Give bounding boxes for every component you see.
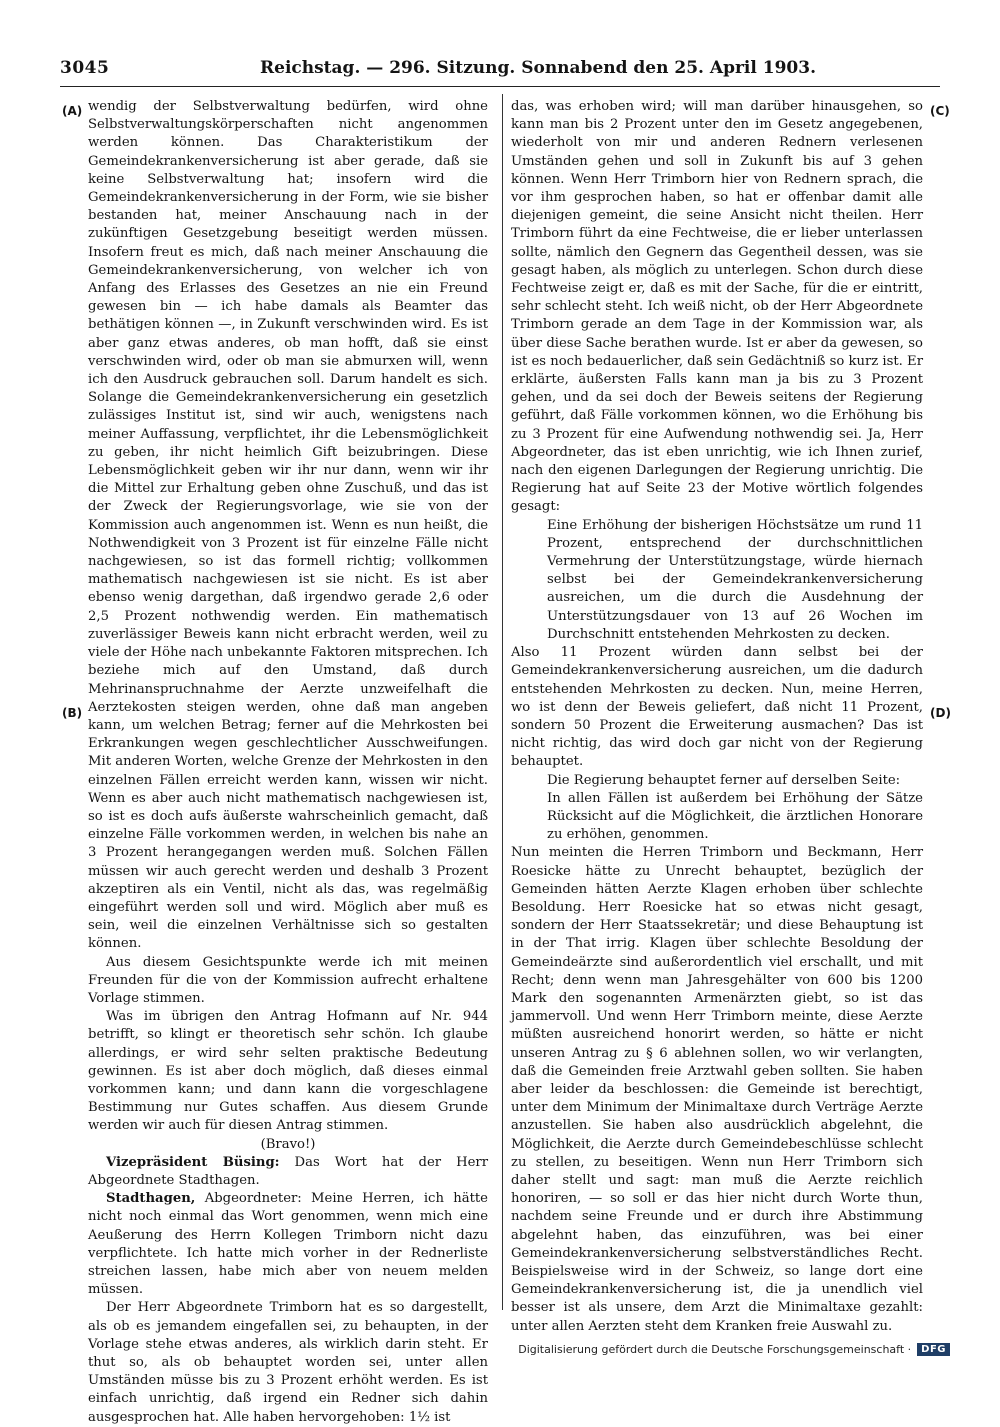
dfg-logo: DFG (917, 1343, 950, 1356)
right-column (511, 98, 923, 1334)
digitization-footer (518, 1340, 950, 1358)
footer-text: Digitalisierung gefördert durch die Deutsche Forschungsgemeinschaft · (518, 1342, 912, 1356)
left-column (88, 98, 489, 1425)
government-quote-1: Eine Erhöhung der bisherigen Höchstsätze um rund 11 Prozent, entsprechend der durchschnittlichen Vermehrung der Unterstützungstage, würde hiernach selbst bei der Gemeindekrankenversicherung ausreichen, um die durch die Ausdehnung der Unterstützungsdauer von 13 auf 26 Wochen im Durchschnitt entstehenden Mehrkosten zu decken. (547, 517, 923, 642)
left-paragraph-4: Der Herr Abgeordnete Trimborn hat es so dargestellt, als ob es jemandem eingefallen sei, zu behaupten, in der Vorlage stehe etwas anderes, als wirklich darin steht. Er thut so, als ob behauptet worden sei, unter allen Umständen müsse bis zu 3 Prozent erhöht werden. Es ist einfach unrichtig, daß irgend ein Redner sich dahin ausgesprochen hat. Alle haben hervorgehoben: 1½ ist (88, 1300, 488, 1425)
margin-label-a: (A) (62, 104, 83, 118)
page-header (60, 58, 940, 84)
margin-label-b: (B) (62, 706, 83, 720)
left-paragraph-3: Was im übrigen den Antrag Hofmann auf Nr. 944 betrifft, so klingt er theoretisch sehr schön. Ich glaube allerdings, er wird sehr selten praktische Bedeutung gewinnen. Es ist aber doch möglich, daß dieses einmal vorkommen kann; und dann kann die vorgeschlagene Bestimmung nur Gutes schaffen. Aus diesem Grunde werden wir auch für diesen Antrag stimmen. (88, 1009, 488, 1134)
right-paragraph-4: Nun meinten die Herren Trimborn und Beckmann, Herr Roesicke hätte zu Unrecht behauptet, bezüglich der Gemeinden hätten Aerzte Klagen erhoben über schlechte Besoldung. Herr Roesicke hat so etwas nicht gesagt, sondern der Herr Staatssekretär; und diese Behauptung ist in der That irrig. Klagen über schlechte Besoldung der Gemeindeärzte sind außerordentlich viel erschallt, und mit Recht; denn wenn man Jahresgehälter von 600 bis 1200 Mark den sogenannten Armenärzten giebt, so ist das jammervoll. Und wenn Herr Trimborn meinte, diese Aerzte müßten ausreichend honorirt werden, so hätte er nicht unseren Antrag zu § 6 ablehnen sollen, wo wir verlangten, daß die Gemeinden freie Arztwahl geben sollten. Sie haben aber leider da beschlossen: die Gemeinde ist berechtigt, unter dem Minimum der Minimaltaxe durch Verträge Aerzte anzustellen. Sie haben also ausdrücklich abgelehnt, die Möglichkeit, die Aerzte durch Gemeindebeschlüsse schlecht zu stellen, zu beseitigen. Wenn nun Herr Trimborn sich daher stellt und sagt: man muß die Aerzte reichlich honoriren, — so soll er das hier nicht durch Worte thun, nachdem seine Freunde und er durch ihre Abstimmung abgelehnt haben, das einzuführen, was bei einer Gemeindekrankenversicherung selbstverständliches Recht. Beispielsweise wird in der Schweiz, so lange dort eine Gemeindekrankenversicherung ist, die ja unendlich viel besser ist als unsere, dem Arzt die Minimaltaxe gezahlt: unter allen Aerzten steht dem Kranken freie Auswahl zu. (511, 845, 923, 1334)
margin-label-d: (D) (930, 706, 951, 720)
stadthagen-speech (88, 1190, 488, 1299)
government-quote-2: In allen Fällen ist außerdem bei Erhöhung der Sätze Rücksicht auf die Möglichkeit, die ärztlichen Honorare zu erhöhen, genommen. (547, 790, 923, 843)
left-paragraph-2: Aus diesem Gesichtspunkte werde ich mit meinen Freunden für die von der Kommission aufrecht erhaltene Vorlage stimmen. (88, 954, 488, 1006)
vice-president-name: Vizepräsident Büsing: (106, 1154, 280, 1170)
header-rule (60, 86, 940, 87)
right-paragraph-3: Die Regierung behauptet ferner auf derselben Seite: (547, 772, 901, 788)
column-rule (502, 94, 503, 1310)
page-number: 3045 (60, 58, 110, 78)
vice-president-text: Das Wort hat der Herr Abgeordnete Stadthagen. (88, 1154, 489, 1188)
right-paragraph-1: das, was erhoben wird; will man darüber hinausgehen, so kann man bis 2 Prozent unter den im Gesetz angegebenen, wiederholt von mir und anderen Rednern verlesenen Umständen gehen und soll in Zukunft bis auf 3 gehen können. Wenn Herr Trimborn hier von Rednern sprach, die vor ihm gesprochen haben, so hat er offenbar damit alle diejenigen gemeint, die seine Ansicht nicht theilen. Herr Trimborn führt da eine Fechtweise, die er lieber unterlassen sollte, nämlich den Gegnern das Gegentheil dessen, was sie gesagt haben, als möglich zu unterlegen. Schon durch diese Fechtweise zeigt er, daß es mit der Sache, für die er eintritt, sehr schlecht steht. Ich weiß nicht, ob der Herr Abgeordnete Trimborn gerade an dem Tage in der Kommission war, als über diese Sache berathen wurde. Ist er aber da gewesen, so ist es noch bedauerlicher, daß sein Gedächtniß so kurz ist. Er erklärte, äußersten Falls kann man ja bis zu 3 Prozent gehen, und da sei doch der Beweis seitens der Regierung geführt, daß Fälle vorkommen können, wo die Erhöhung bis zu 3 Prozent für eine Aufwendung nothwendig sei. Ja, Herr Abgeordneter, das ist eben unrichtig, wie ich Ihnen zurief, nach den eigenen Darlegungen der Regierung unrichtig. Die Regierung hat auf Seite 23 der Motive wörtlich folgendes gesagt: (511, 99, 923, 515)
speaker-name: Stadthagen, (106, 1191, 196, 1207)
right-paragraph-2: Also 11 Prozent würden dann selbst bei der Gemeindekrankenversicherung ausreichen, um die dadurch entstehenden Mehrkosten zu decken. Nun, meine Herren, wo ist denn der Beweis geliefert, daß nicht 11 Prozent, sondern 50 Prozent die Erweiterung ausmachen? Das ist nicht richtig, das wird doch gar nicht von der Regierung behauptet. (511, 645, 923, 770)
bravo-interjection: (Bravo!) (260, 1136, 316, 1152)
speaker-text: Abgeordneter: Meine Herren, ich hätte nicht noch einmal das Wort genommen, wenn mich eine Aeußerung des Herrn Kollegen Trimborn nicht dazu verpflichtete. Ich hatte mich vorher in der Rednerliste streichen lassen, habe mich aber von neuem melden müssen. (88, 1191, 488, 1298)
vice-president-remark (88, 1154, 488, 1190)
margin-label-c: (C) (930, 104, 950, 118)
running-head: Reichstag. — 296. Sitzung. Sonnabend den 25. April 1903. (260, 58, 816, 78)
left-paragraph-1: wendig der Selbstverwaltung bedürfen, wird ohne Selbstverwaltungskörperschaften nicht angenommen werden können. Das Charakteristikum der Gemeindekrankenversicherung ist aber gerade, daß sie keine Selbstverwaltung hat; insofern wird die Gemeindekrankenversicherung in der Form, wie sie bisher bestanden hat, meiner Anschauung nach in der zukünftigen Gesetzgebung beseitigt werden müssen. Insofern freut es mich, daß nach meiner Anschauung die Gemeindekrankenversicherung, von welcher ich von Anfang des Erlasses des Gesetzes an nie ein Freund gewesen bin — ich habe damals als Beamter das bethätigen können —, in Zukunft verschwinden wird. Es ist aber ganz etwas anderes, ob man hofft, daß sie einst verschwinden wird, oder ob man sie abmurxen will, wenn ich den Ausdruck gebrauchen soll. Darum handelt es sich. Solange die Gemeindekrankenversicherung ein gesetzlich zulässiges Institut ist, sind wir auch, wenigstens nach meiner Auffassung, verpflichtet, ihr die Lebensmöglichkeit zu geben, ihr nicht heimlich Gift beizubringen. Diese Lebensmöglichkeit geben wir ihr nur dann, wenn wir ihr die Mittel zur Erhaltung geben ohne Zuschuß, und das ist der Zweck der Regierungsvorlage, wie sie von der Kommission auch angenommen ist. Wenn es nun heißt, die Nothwendigkeit von 3 Prozent ist für einzelne Fälle nicht nachgewiesen, so ist das formell richtig; vollkommen mathematisch nachgewiesen ist sie nicht. Es ist aber ebenso wenig dargethan, daß irgendwo gerade 2,6 oder 2,5 Prozent nothwendig werden. Ein mathematisch zuverlässiger Beweis kann nicht erbracht werden, weil zu viele der Höhe nach unbekannte Faktoren mitsprechen. Ich beziehe mich auf den Umstand, daß durch Mehrinanspruchnahme der Aerzte unzweifelhaft die Aerztekosten steigen werden, ohne daß man angeben kann, um welchen Betrag; ferner auf die Mehrkosten bei Erkrankungen wegen geschlechtlicher Ausschweifungen. Mit anderen Worten, welche Grenze der Mehrkosten in den einzelnen Fällen erreicht werden kann, wissen wir nicht. Wenn es aber auch nicht mathematisch nachgewiesen ist, so ist es doch aufs äußerste wahrscheinlich gemacht, daß einzelne Fälle vorkommen werden, in welchen bis nahe an 3 Prozent herangegangen werden muß. Solchen Fällen müssen wir auch gerecht werden und deshalb 3 Prozent akzeptiren als ein Ventil, nicht als das, was regelmäßig eingeführt werden soll und wird. Möglich aber muß es sein, weil die einzelnen Verhältnisse sich so gestalten können. (88, 99, 488, 952)
